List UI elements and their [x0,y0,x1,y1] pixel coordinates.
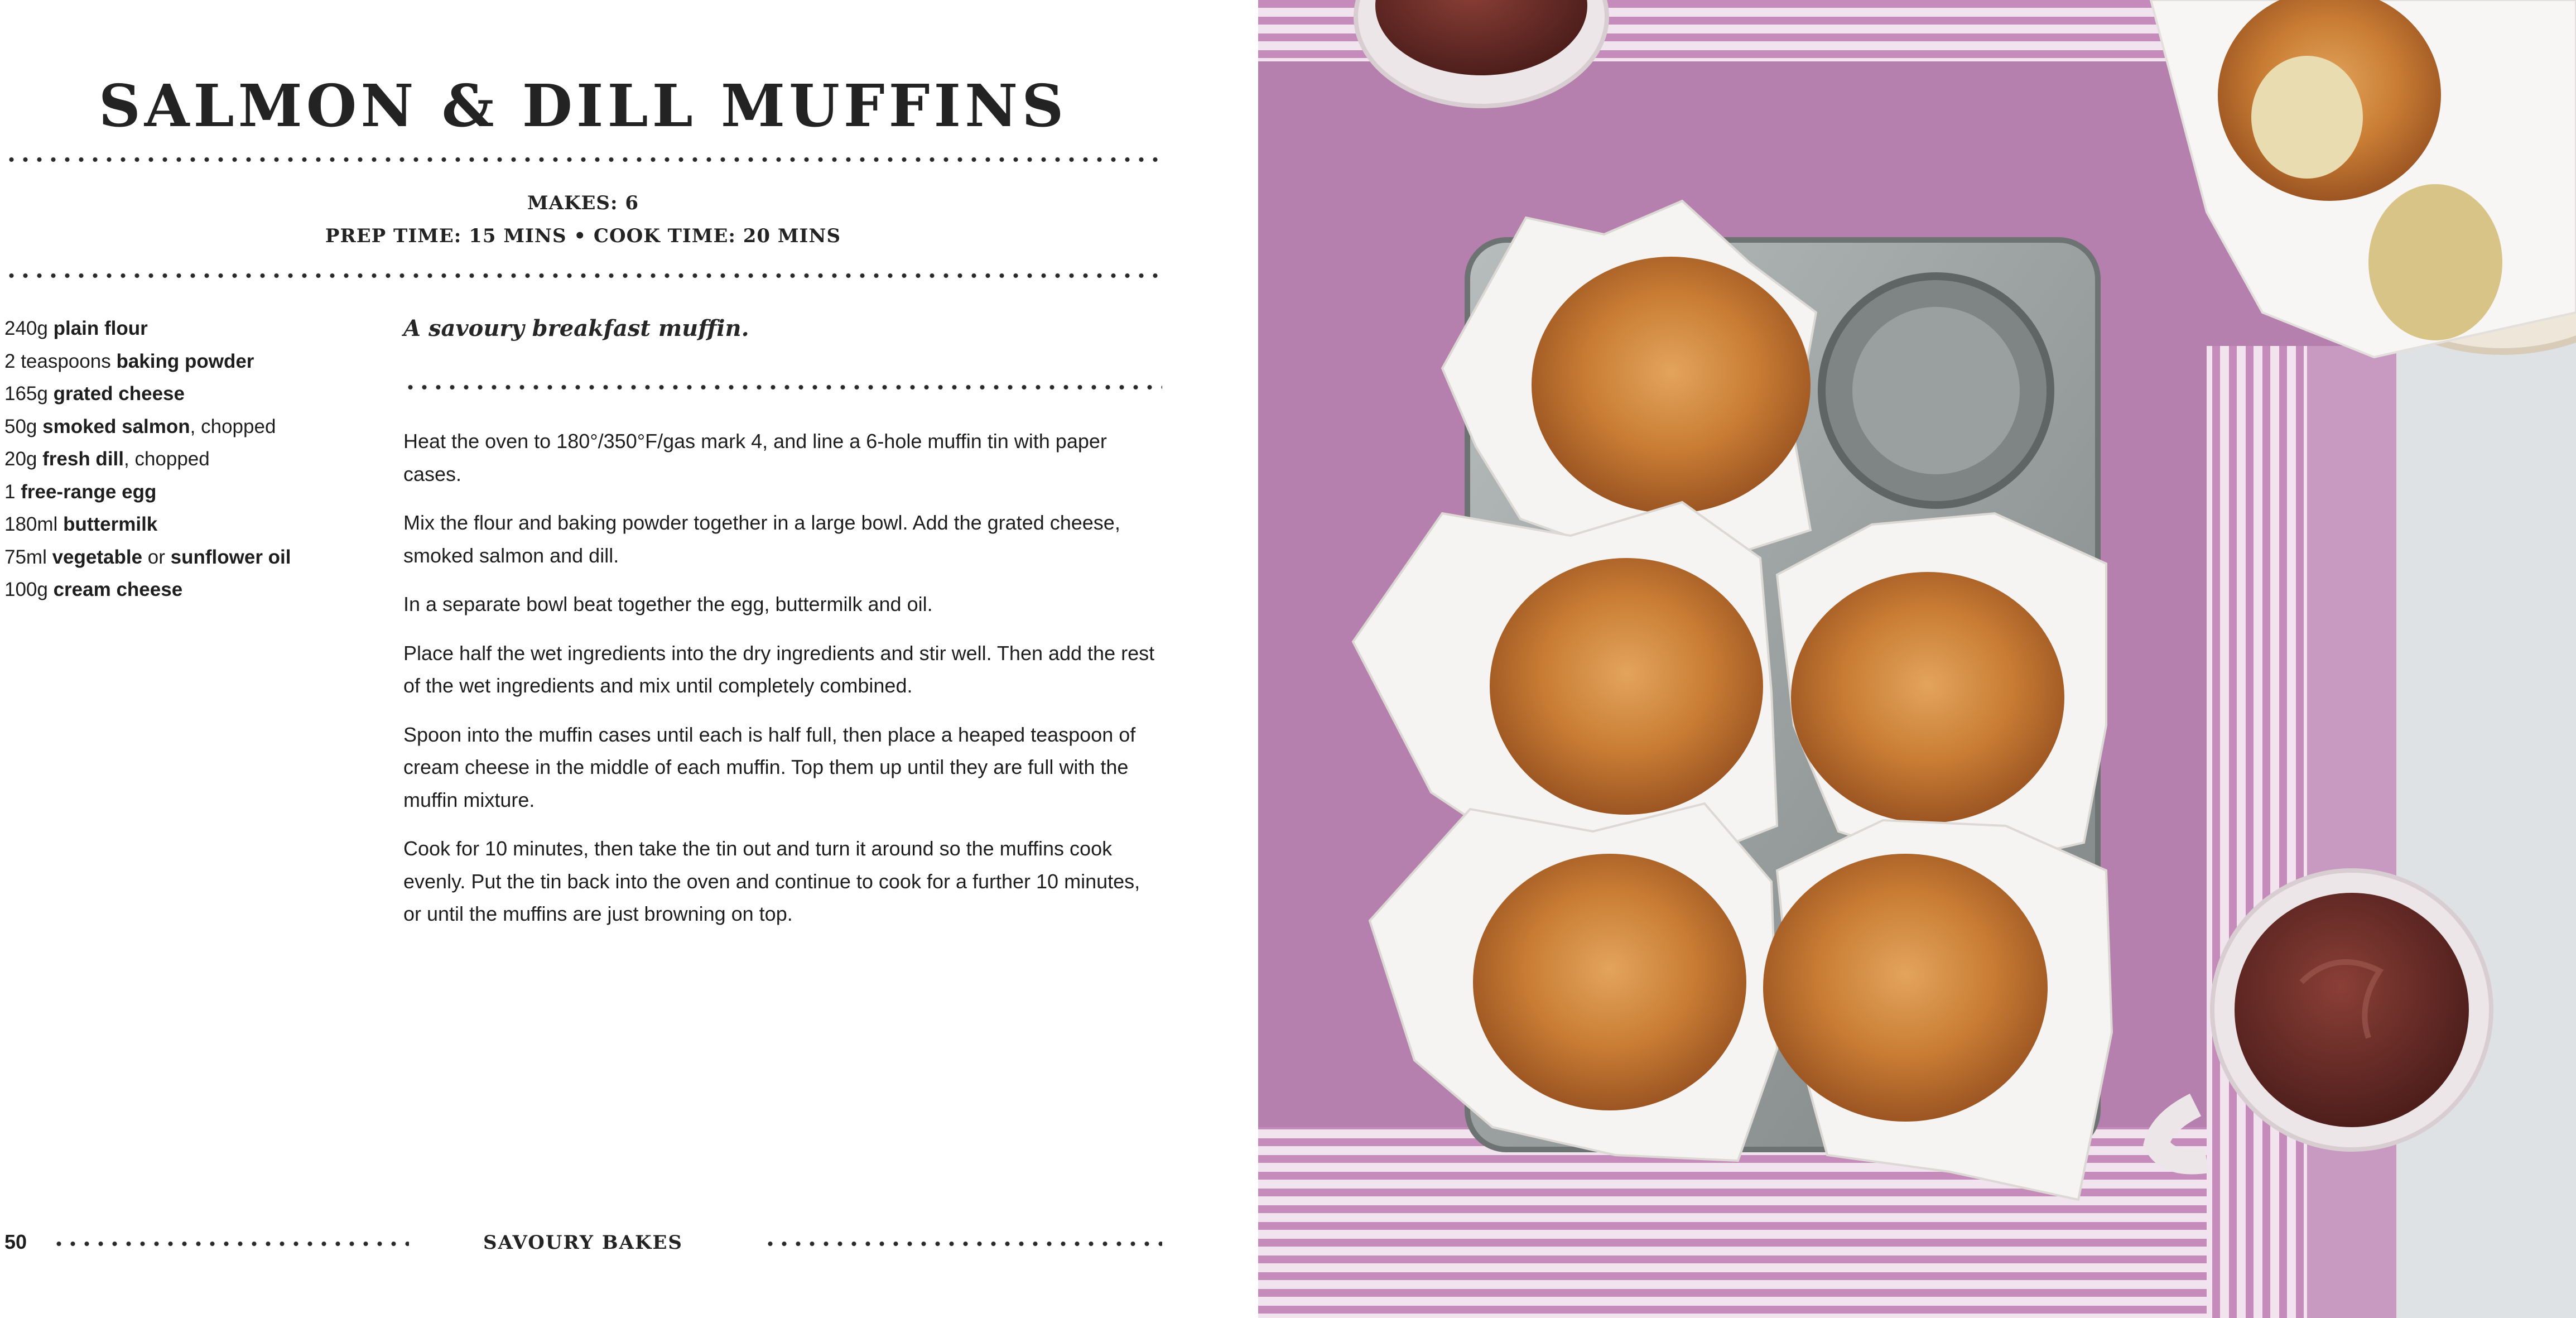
ingredient-qty: 50g [4,415,43,437]
ingredient-qty: 100g [4,579,54,600]
ingredient-name: free-range egg [21,480,157,503]
method-step: Mix the flour and baking powder together in a large bowl. Add the grated cheese, smoked salmon and dill. [403,511,1120,567]
method-step: Heat the oven to 180°/350°F/gas mark 4, and line a 6-hole muffin tin with paper cases. [403,430,1107,485]
stripe-band-right [2207,346,2307,1318]
ingredient-qty: 1 [4,480,21,503]
ingredient-item [4,476,350,509]
method-step: Place half the wet ingredients into the dry ingredients and stir well. Then add the rest of the wet ingredients and mix until completely combined. [403,641,1155,697]
ingredient-prep: , chopped [190,415,276,437]
ingredient-name: grated cheese [53,383,185,405]
ingredient-item [4,345,350,378]
ingredient-item [4,312,350,345]
dotted-divider-meta [4,273,1162,278]
ingredient-qty: 180ml [4,513,64,535]
muffins-photo [1258,0,2576,1318]
ingredient-item [4,378,350,411]
ingredient-item [4,508,350,541]
ingredient-item [4,574,350,607]
method-step: In a separate bowl beat together the egg, buttermilk and oil. [403,593,933,615]
cloth-plain-edge [2307,346,2396,1318]
ingredient-qty: 165g [4,383,54,405]
ingredient-item [4,541,350,574]
recipe-intro: A savoury breakfast muffin. [403,315,749,341]
ingredient-name: fresh dill [42,448,124,470]
ingredient-name: cream cheese [53,579,183,600]
ingredient-name: plain flour [53,318,148,339]
ingredient-item [4,443,350,476]
ingredient-qty: 2 teaspoons [4,350,117,372]
ingredient-joiner: or [142,546,171,568]
recipe-page [0,0,1258,1318]
ingredient-qty: 20g [4,448,43,470]
times-line: PREP TIME: 15 MINS • COOK TIME: 20 MINS [325,225,841,247]
section-name: SAVOURY BAKES [483,1232,683,1254]
dotted-divider-top [4,157,1162,162]
page-number: 50 [4,1230,27,1253]
ingredient-name-alt: sunflower oil [170,546,291,568]
ingredient-item [4,411,350,444]
ingredient-name: smoked salmon [42,415,190,437]
ingredient-qty: 240g [4,318,54,339]
ingredient-name: baking powder [116,350,254,372]
ingredient-name: buttermilk [63,513,158,535]
method-steps [403,425,1162,947]
ingredient-qty: 75ml [4,546,52,568]
recipe-title: SALMON & DILL MUFFINS [98,71,1068,140]
ingredients-list [4,312,350,607]
method-step: Spoon into the muffin cases until each is half full, then place a heaped teaspoon of cream cheese in the middle of each muffin. Top them up until they are full with the muffin mixture. [403,723,1136,811]
footer-dots-right [763,1241,1162,1247]
method-step: Cook for 10 minutes, then take the tin out and turn it around so the muffins cook evenly. Put the tin back into the oven and continue to cook for a further 10 minutes, or until the muffins are just browning on top. [403,837,1140,925]
dotted-divider-intro [403,384,1162,390]
ingredient-prep: , chopped [124,448,210,470]
ingredient-name: vegetable [52,546,143,568]
makes-line: MAKES: 6 [527,192,639,214]
